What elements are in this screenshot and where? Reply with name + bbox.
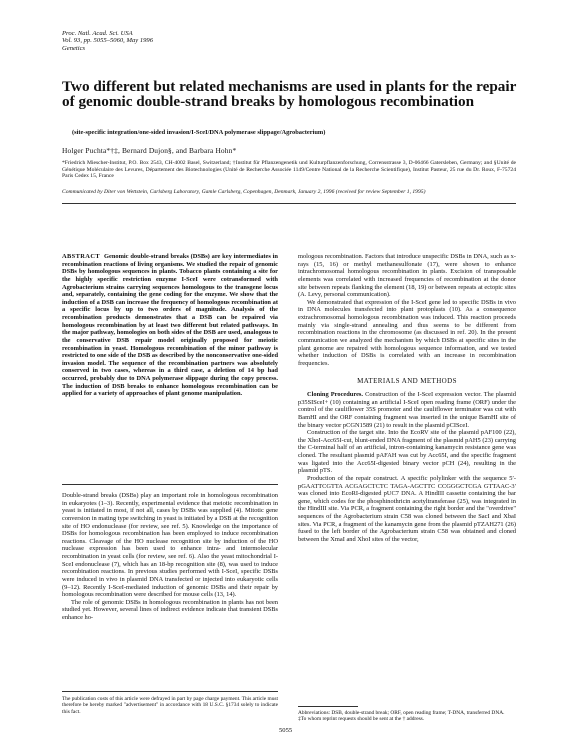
journal-name: Proc. Natl. Acad. Sci. USA [62,30,133,37]
communicated-by: Communicated by Diter von Wettstein, Carlsberg Laboratory, Gamle Carlsberg, Copenhagen, Denmark, January 2, 1996 (received for review September 1, 1995) [62,189,426,195]
header-divider [62,203,516,204]
journal-volume: Vol. 93, pp. 5055–5060, May 1996 [62,37,154,45]
footnote-divider [62,691,278,692]
methods-paragraph: Construction of the target site. Into the EcoRV site of the plasmid pAF100 (22), the XhoI-Acc65I-cut, blunt-ended DNA fragment of the plasmid pAH5 (23) carrying the C-terminal half of an artificial, intron-containing kanamycin resistance gene was cloned. The resultant plasmid pAFAH was cut by Acc65I, and the specific fragment was ligated into the Acc65I-digested binary vector pCH (24), resulting in the plasmid pTS. [298,429,516,475]
body-paragraph: The role of genomic DSBs in homologous recombination in plants has not been studied yet. However, several lines of indirect evidence indicate that transient DSBs enhance ho- [62,598,278,621]
journal-section: Genetics [62,44,86,52]
body-paragraph: We demonstrated that expression of the I-SceI gene led to specific DSBs in vivo in DNA molecules transfected into plant protoplasts (10). As a consequence extrachromosomal homologous recombination was induced. This reaction proceeds mainly via single-strand annealing and thus seems to be different from recombination reactions in the chromosome (as discussed in ref. 20). In the present communication we analyzed the mechanism by which DSBs at specific sites in the plant genome are repaired with homologous sequence information, and we tested whether induction of DSBs is correlated with an increase in recombination frequencies. [298,298,516,367]
correspondence-note: ‡To whom reprint requests should be sent at the † address. [298,716,425,723]
footnote-divider [298,706,358,707]
section-heading: MATERIALS AND METHODS [357,377,457,386]
methods-paragraph [298,391,516,429]
page-number: 5055 [279,727,293,734]
footnotes [298,710,516,723]
abstract-label: ABSTRACT [62,253,101,260]
authors: Holger Puchta*†‡, Bernard Dujon§, and Barbara Hohn* [62,146,237,155]
abstract [62,253,278,398]
abstract-divider [62,484,278,485]
affiliations: *Friedrich Miescher-Institut, P.O. Box 2543, CH-4002 Basel, Switzerland; †Institut für Pflanzengenetik und Kulturpflanzenforschung, Corrensstrasse 3, D-06466 Gatersleben, Germany; and §Unité de Génétique Moléculaire des Levures, Département des Biotechnologies (Unité de Recherche Associée 1149/Centre National de la Recherche Scientifique), Institut Pasteur, 25 rue du Dr. Roux, F-75724 Paris Cedex 15, France [62,160,516,179]
abbreviations-note: Abbreviations: DSB, double-strand break; ORF, open reading frame; T-DNA, transferred DNA. [298,710,505,716]
body-paragraph: Double-strand breaks (DSBs) play an important role in homologous recombination in eukaryotes (1–3). Recently, experimental evidence that meiotic recombination in yeast is initiated in most, if not all, cases by DSBs was supplied (4). Mitotic gene conversion in mating type switching in yeast is initiated by a DSB at the recognition site of HO endonuclease (for review, see ref. 5). Knowledge on the importance of DSBs for homologous recombination has been employed to induce recombination reactions. Cleavage of the HO nuclease recognition site by induction of the HO nuclease expression has been used to enhance intra- and intermolecular recombination in yeast cells (for review, see ref. 6). Also the yeast mitochondrial I-SceI endonuclease (7), which has an 18-bp recognition site (8), was used to induce recombination reactions. In previous studies performed with I-SceI, specific DSBs were induced in vivo in plasmid DNA transfected or injected into eukaryotic cells (9–12). Recently I-SceI-mediated induction of genomic DSBs and their repair by homologous recombination were described for mouse cells (13, 14). [62,492,278,599]
keywords: (site-specific integration/one-sided invasion/I-SceI/DNA polymerase slippage/Agrobacterium) [72,129,326,136]
journal-header [62,30,153,52]
run-in-heading: Cloning Procedures. [307,391,363,398]
body-right-column [298,253,516,544]
article-title: Two different but related mechanisms are used in plants for the repair of genomic double-strand breaks by homologous recombination [62,78,517,111]
publication-cost-note: The publication costs of this article were defrayed in part by page charge payment. This article must therefore be hereby marked "advertisement" in accordance with 18 U.S.C. §1734 solely to indicate this fact. [62,696,278,715]
body-left-column [62,492,278,622]
methods-paragraph: Production of the repair construct. A specific polylinker with the sequence 5′-pGAATTCGTTA ACGAGCTCTC TAGA-AGCTTC CCGGGCTCGA GTTAAC-3′ was cloned into EcoRI-digested pUC7 DNA. A HindIII cassette containing the bar gene, which codes for the phosphinothricin acetyltransferase (25), was integrated in the HindIII site. Via PCR, a fragment containing the right border and the "overdrive" sequences of the Agrobacterium strain C58 was cloned between the SacI and XbaI sites. Via PCR, a fragment of the kanamycin gene from the plasmid pTZAH271 (26) fused to the left border of the Agrobacterium strain C58 was obtained and cloned between the XmaI and XhoI sites of the vector, [298,474,516,543]
abstract-text: Genomic double-strand breaks (DSBs) are key intermediates in recombination reactions of living organisms. We studied the repair of genomic DSBs by homologous sequences in plants. Tobacco plants containing a site for the highly specific restriction enzyme I-SceI were cotransformed with Agrobacterium strains carrying sequences homologous to the transgene locus and, separately, containing the gene coding for the enzyme. We show that the induction of a DSB can increase the frequency of homologous recombination at a specific locus by up to two orders of magnitude. Analysis of the recombination products demonstrates that a DSB can be repaired via homologous recombination by at least two different but related pathways. In the major pathway, homologies on both sides of the DSB are used, analogous to the conservative DSB repair model originally proposed for meiotic recombination in yeast. Homologous recombination of the minor pathway is restricted to one side of the DSB as described by the nonconservative one-sided invasion model. The sequence of the recombination partners was absolutely conserved in two cases, whereas in a third case, a deletion of 14 bp had occurred, probably due to DNA polymerase slippage during the copy process. The induction of DSB breaks to enhance homologous recombination can be applied for a variety of approaches of plant genome manipulation. [62,253,278,398]
body-paragraph: mologous recombination. Factors that introduce unspecific DSBs in DNA, such as x-rays (15, 16) or methyl methanesulfonate (17), were shown to enhance intrachromosomal homologous recombination in plants. Excision of transposable elements was correlated with increased frequencies of recombination at the donor site between repeats flanking the element (18, 19) or between repeats at ectopic sites (A. Levy, personal communication). [298,253,516,299]
methods-text: Construction of the I-SceI expression vector. The plasmid p35SISceI+ (10) containing an artificial I-SceI open reading frame (ORF) under the control of the cauliflower 35S promoter and the cauliflower terminator was cut with BamHI and the ORF containing fragment was inserted in the unique BamHI site of the binary vector pCGN1589 (21) to result in the plasmid pCISceI. [298,391,517,429]
